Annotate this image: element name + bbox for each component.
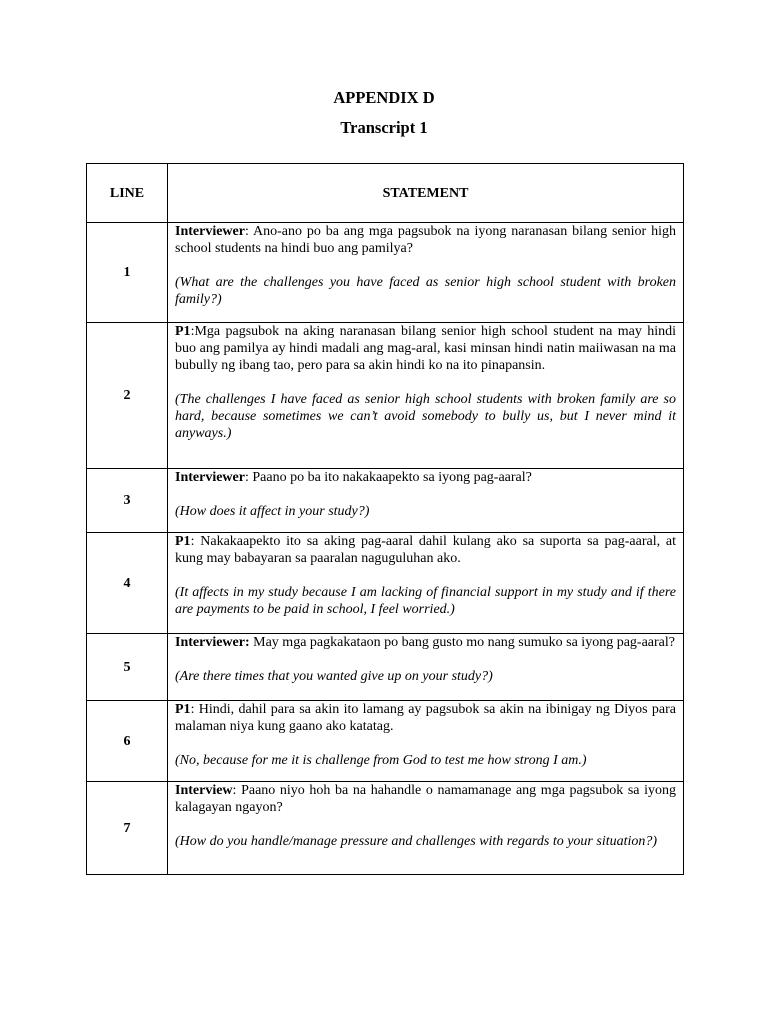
table-row [87, 223, 684, 323]
utterance-text: Hindi, dahil para sa akin ito lamang ay pagsubok sa akin na ibinigay ng Diyos para malaman niya kung gaano ako katatag. [175, 702, 676, 734]
table-row [87, 533, 684, 634]
speaker-label: Interviewer: [175, 635, 250, 650]
speaker-label: Interviewer [175, 470, 245, 485]
statement-cell [168, 469, 684, 533]
line-number: 5 [87, 634, 168, 701]
speaker-separator: : [190, 702, 199, 717]
translation-text: (How do you handle/manage pressure and challenges with regards to your situation?) [175, 834, 658, 849]
line-number: 1 [87, 223, 168, 323]
line-column-header: LINE [87, 164, 168, 223]
speaker-separator: : [232, 783, 242, 798]
utterance [175, 323, 676, 374]
translation-text: (What are the challenges you have faced as senior high school student with broken family?) [175, 275, 676, 307]
statement-cell [168, 634, 684, 701]
translation-text: (No, because for me it is challenge from God to test me how strong I am.) [175, 753, 587, 768]
utterance [175, 223, 676, 257]
utterance-text: Ano-ano po ba ang mga pagsubok na iyong naranasan bilang senior high school students na hindi buo ang pamilya? [175, 224, 676, 256]
speaker-separator: : [244, 224, 253, 239]
speaker-label: P1 [175, 534, 191, 549]
utterance [175, 782, 676, 816]
speaker-label: P1 [175, 702, 191, 717]
speaker-label: P1 [175, 324, 191, 339]
speaker-label: Interview [175, 783, 233, 798]
statement-cell [168, 533, 684, 634]
table-row [87, 782, 684, 875]
statement-column-header: STATEMENT [168, 164, 684, 223]
statement-cell [168, 323, 684, 469]
transcript-table [86, 163, 684, 875]
line-number: 4 [87, 533, 168, 634]
table-row [87, 323, 684, 469]
table-header-row [87, 164, 684, 223]
appendix-title: APPENDIX D [333, 88, 435, 107]
translation-text: (It affects in my study because I am lacking of financial support in my study and if there are payments to be paid in school, I feel worried.) [175, 585, 676, 617]
line-number: 3 [87, 469, 168, 533]
statement-cell [168, 782, 684, 875]
table-row [87, 701, 684, 782]
utterance-text: Nakakaapekto ito sa aking pag-aaral dahil kulang ako sa suporta sa pag-aaral, at kung may babayaran sa paaralan naguguluhan ako. [175, 534, 676, 566]
transcript-title: Transcript 1 [340, 118, 428, 137]
table-row [87, 469, 684, 533]
line-number: 2 [87, 323, 168, 469]
translation-text: (The challenges I have faced as senior high school students with broken family are so hard, because sometimes we can’t avoid somebody to bully us, but I never mind it anyways.) [175, 392, 676, 441]
utterance-text: May mga pagkakataon po bang gusto mo nang sumuko sa iyong pag-aaral? [253, 635, 675, 650]
translation-text: (How does it affect in your study?) [175, 504, 370, 519]
table-row [87, 634, 684, 701]
utterance [175, 469, 676, 486]
utterance [175, 533, 676, 567]
utterance-text: Paano po ba ito nakakaapekto sa iyong pag-aaral? [252, 470, 532, 485]
statement-cell [168, 223, 684, 323]
speaker-separator: : [190, 534, 201, 549]
utterance [175, 634, 676, 651]
line-number: 6 [87, 701, 168, 782]
speaker-label: Interviewer [175, 224, 245, 239]
statement-cell [168, 701, 684, 782]
utterance-text: Mga pagsubok na aking naranasan bilang senior high school student na may hindi buo ang pamilya ay hindi madali ang mag-aral, kasi minsan hindi natin maiiwasan na ma bubully ng ibang tao, pero para sa akin hindi ko na ito pinapansin. [175, 324, 676, 373]
speaker-separator: : [190, 324, 195, 339]
utterance-text: Paano niyo hoh ba na hahandle o namamanage ang mga pagsubok sa iyong kalagayan ngayon? [175, 783, 676, 815]
speaker-separator: : [244, 470, 253, 485]
line-number: 7 [87, 782, 168, 875]
translation-text: (Are there times that you wanted give up on your study?) [175, 669, 493, 684]
utterance [175, 701, 676, 735]
